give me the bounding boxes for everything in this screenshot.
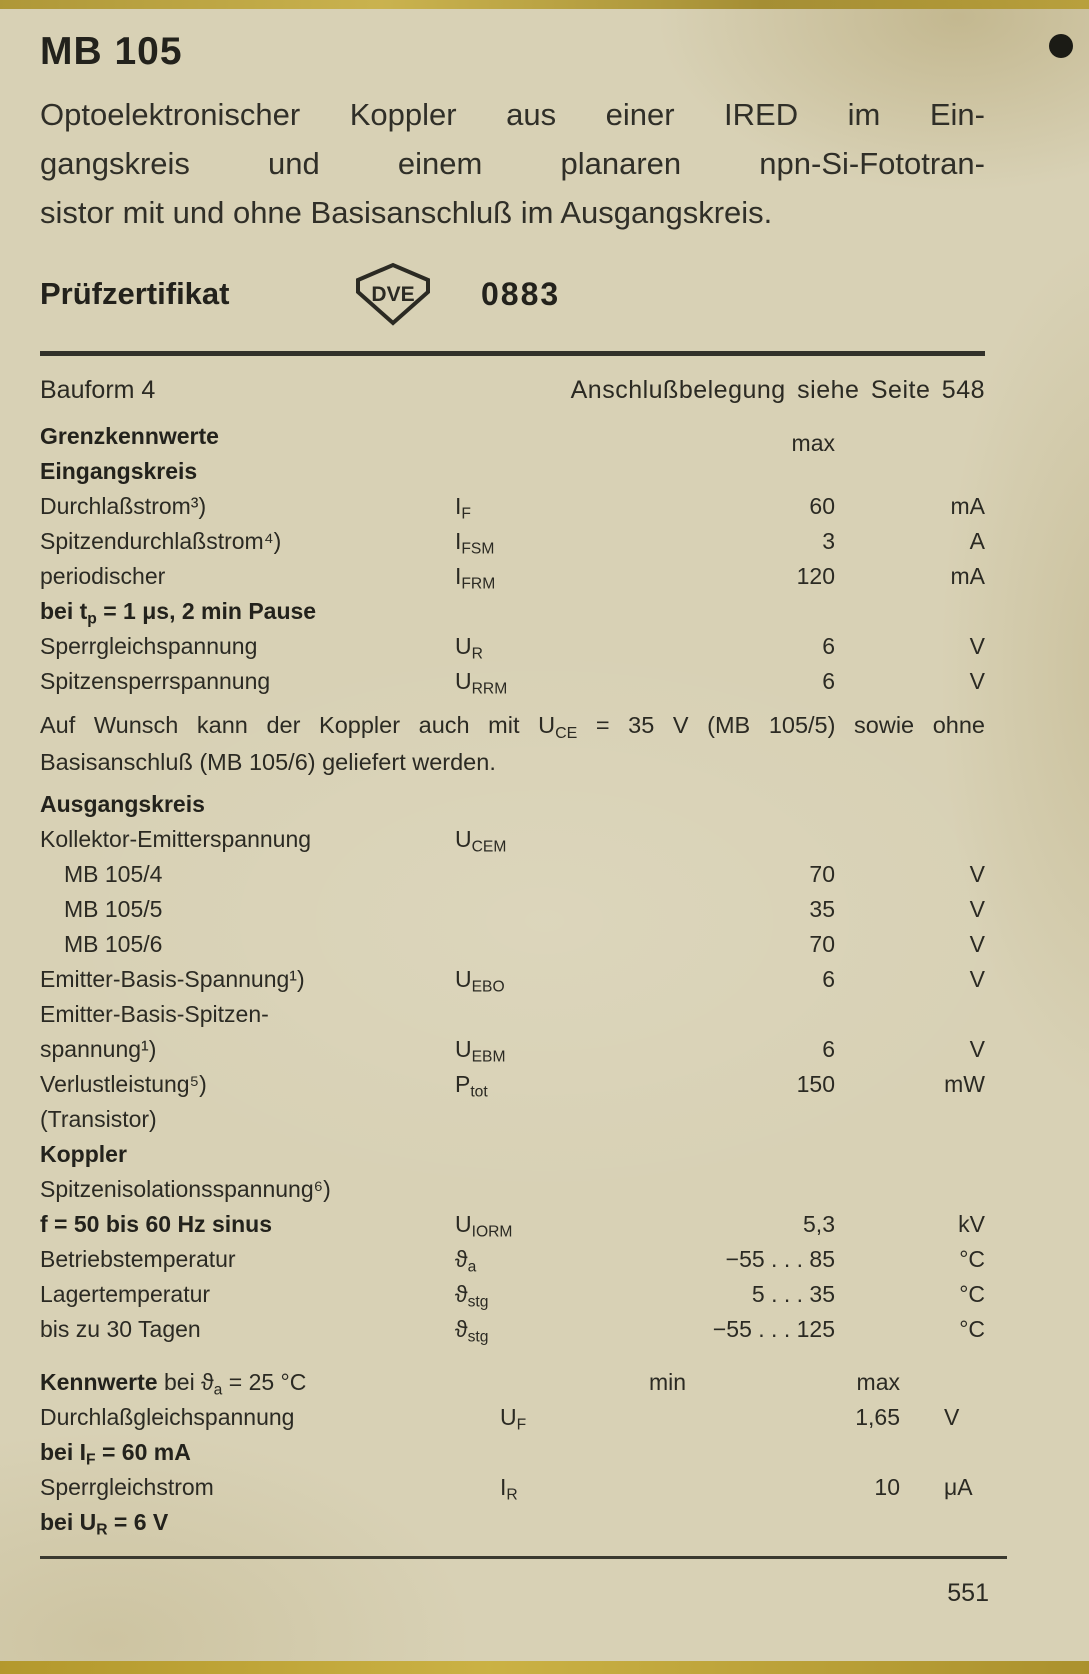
row-unit: V: [969, 633, 985, 659]
table-row: [40, 629, 985, 664]
certificate-number: 0883: [481, 275, 561, 312]
row-label: Durchlaßgleichspannung: [40, 1404, 295, 1430]
row-value: 6: [822, 668, 835, 694]
row-unit: °C: [959, 1281, 985, 1307]
row-unit: V: [969, 931, 985, 957]
table-row: [40, 489, 985, 524]
vde-logo-icon: [351, 261, 435, 327]
row-label: MB 105/4: [64, 861, 163, 887]
row-label: Emitter-Basis-Spannung¹): [40, 966, 305, 992]
description-line: Optoelektronischer Koppler aus einer IRED im Ein-: [40, 97, 985, 132]
row-value: 150: [796, 1071, 835, 1097]
row-symbol: $ϑ_{stg}$: [455, 1281, 489, 1311]
condition-text: bei $t_p = 1$ μs, 2 min Pause: [40, 598, 317, 628]
input-section-heading-row: [40, 454, 985, 489]
row-unit: °C: [959, 1316, 985, 1342]
table-row: [40, 1172, 985, 1207]
row-value: 35: [809, 896, 835, 922]
condition-text: bei $I_F = 60$ mA: [40, 1439, 191, 1469]
row-value: 5 . . . 35: [751, 1281, 835, 1307]
row-label: f = 50 bis 60 Hz sinus: [40, 1211, 273, 1237]
scan-artifact-bottom: [0, 1661, 1089, 1674]
certificate-row: [40, 261, 985, 327]
table-row: [40, 1207, 985, 1242]
limits-header-row: [40, 419, 985, 454]
row-label: Spitzensperrspannung: [40, 668, 271, 694]
page-footer: [40, 1556, 1007, 1608]
koppler-section-heading-row: [40, 1137, 985, 1172]
row-label: MB 105/6: [64, 931, 163, 957]
row-value: −55 . . . 125: [712, 1316, 835, 1342]
description-line: gangskreis und einem planaren npn-Si-Fototran-: [40, 146, 985, 181]
row-value: 6: [822, 966, 835, 992]
row-symbol: $I_R$: [500, 1474, 518, 1504]
row-label: periodischer: [40, 563, 166, 589]
row-unit: V: [969, 966, 985, 992]
row-unit: V: [969, 861, 985, 887]
title-row: [40, 30, 985, 74]
table-row: [40, 1400, 985, 1435]
kennwerte-heading: Kennwerte bei $ϑ_a = 25$ °C: [40, 1369, 307, 1399]
row-value: 70: [809, 931, 835, 957]
table-row: [40, 892, 985, 927]
table-row: [40, 524, 985, 559]
part-number-title: MB 105: [40, 30, 183, 73]
footer-divider: [40, 1556, 1007, 1559]
table-row: [40, 997, 985, 1032]
row-max-value: 10: [874, 1474, 900, 1500]
condition-row: [40, 594, 985, 629]
row-value: 6: [822, 1036, 835, 1062]
row-label: Verlustleistung⁵): [40, 1071, 207, 1097]
row-symbol: $U_F$: [500, 1404, 527, 1434]
table-row: [40, 664, 985, 699]
row-symbol: $I_{FRM}$: [455, 563, 496, 593]
input-heading: Eingangskreis: [40, 458, 198, 484]
row-label: Sperrgleichspannung: [40, 633, 258, 659]
table-row: [40, 1277, 985, 1312]
max-column-header: max: [856, 1369, 900, 1395]
row-label: Durchlaßstrom³): [40, 493, 207, 519]
table-row: [40, 1470, 985, 1505]
row-value: 120: [796, 563, 835, 589]
limits-heading: Grenzkennwerte: [40, 423, 219, 449]
row-symbol: $U_{EBO}$: [455, 966, 505, 996]
row-symbol: $I_{FSM}$: [455, 528, 495, 558]
row-label: Spitzendurchlaßstrom⁴): [40, 528, 282, 554]
row-symbol: $ϑ_{stg}$: [455, 1316, 489, 1346]
row-label: spannung¹): [40, 1036, 157, 1062]
description: [40, 90, 985, 237]
table-row: [40, 1102, 985, 1137]
section-divider: [40, 351, 985, 356]
condition-row: [40, 1505, 985, 1540]
row-label: Betriebstemperatur: [40, 1246, 236, 1272]
table-row: [40, 1312, 985, 1347]
output-section-heading-row: [40, 787, 985, 822]
row-unit: mA: [950, 493, 985, 519]
row-label: Spitzenisolationsspannung⁶): [40, 1176, 331, 1202]
table-row: [40, 927, 985, 962]
table-row: [40, 822, 985, 857]
row-symbol: $U_{IORM}$: [455, 1211, 513, 1241]
table-row: [40, 962, 985, 997]
page-number: 551: [947, 1579, 989, 1607]
row-symbol: $U_{EBM}$: [455, 1036, 506, 1066]
row-symbol: $U_R$: [455, 633, 483, 663]
row-label: bis zu 30 Tagen: [40, 1316, 201, 1342]
max-column-header: max: [791, 430, 835, 456]
row-unit: mA: [950, 563, 985, 589]
koppler-heading: Koppler: [40, 1141, 127, 1167]
row-symbol: $U_{CEM}$: [455, 826, 507, 856]
row-value: 70: [809, 861, 835, 887]
row-value: 3: [822, 528, 835, 554]
row-unit: V: [969, 1036, 985, 1062]
description-line: sistor mit und ohne Basisanschluß im Ausgangskreis.: [40, 195, 773, 230]
row-unit: V: [969, 896, 985, 922]
row-unit: V: [969, 668, 985, 694]
row-label: (Transistor): [40, 1106, 157, 1132]
pinout-note: Anschlußbelegung siehe Seite 548: [570, 376, 985, 404]
note-line: Auf Wunsch kann der Koppler auch mit $U_{CE} = 35$ V (MB 105/5) sowie ohne: [40, 712, 985, 742]
condition-row: [40, 1435, 985, 1470]
row-unit: μA: [944, 1474, 973, 1500]
row-label: MB 105/5: [64, 896, 163, 922]
table-row: [40, 1032, 985, 1067]
meta-row: [40, 376, 985, 405]
row-value: 5,3: [803, 1211, 835, 1237]
row-symbol: $U_{RRM}$: [455, 668, 508, 698]
row-symbol: $P_{tot}$: [455, 1071, 488, 1101]
kennwerte-header-row: [40, 1365, 985, 1400]
row-unit: V: [944, 1404, 960, 1430]
row-unit: °C: [959, 1246, 985, 1272]
row-value: 60: [809, 493, 835, 519]
bauform-label: Bauform 4: [40, 376, 156, 404]
certificate-label: Prüfzertifikat: [40, 276, 230, 311]
row-label: Emitter-Basis-Spitzen-: [40, 1001, 269, 1027]
row-value: 6: [822, 633, 835, 659]
row-label: Lagertemperatur: [40, 1281, 211, 1307]
output-heading: Ausgangskreis: [40, 791, 205, 817]
condition-text: bei $U_R = 6$ V: [40, 1509, 169, 1539]
row-unit: kV: [958, 1211, 985, 1237]
row-label: Sperrgleichstrom: [40, 1474, 214, 1500]
bullet-dot-icon: [1049, 34, 1073, 58]
table-row: [40, 1067, 985, 1102]
row-unit: A: [969, 528, 985, 554]
row-label: Kollektor-Emitterspannung: [40, 826, 312, 852]
note-line: Basisanschluß (MB 105/6) geliefert werden.: [40, 749, 496, 775]
table-row: [40, 1242, 985, 1277]
row-value: −55 . . . 85: [725, 1246, 835, 1272]
order-option-note: [40, 707, 985, 781]
vde-logo-letters: DVE: [371, 283, 415, 306]
row-max-value: 1,65: [855, 1404, 900, 1430]
table-row: [40, 559, 985, 594]
row-symbol: $I_F$: [455, 493, 471, 523]
row-unit: mW: [944, 1071, 985, 1097]
row-symbol: $ϑ_a$: [455, 1246, 477, 1276]
table-row: [40, 857, 985, 892]
min-column-header: min: [648, 1369, 687, 1395]
